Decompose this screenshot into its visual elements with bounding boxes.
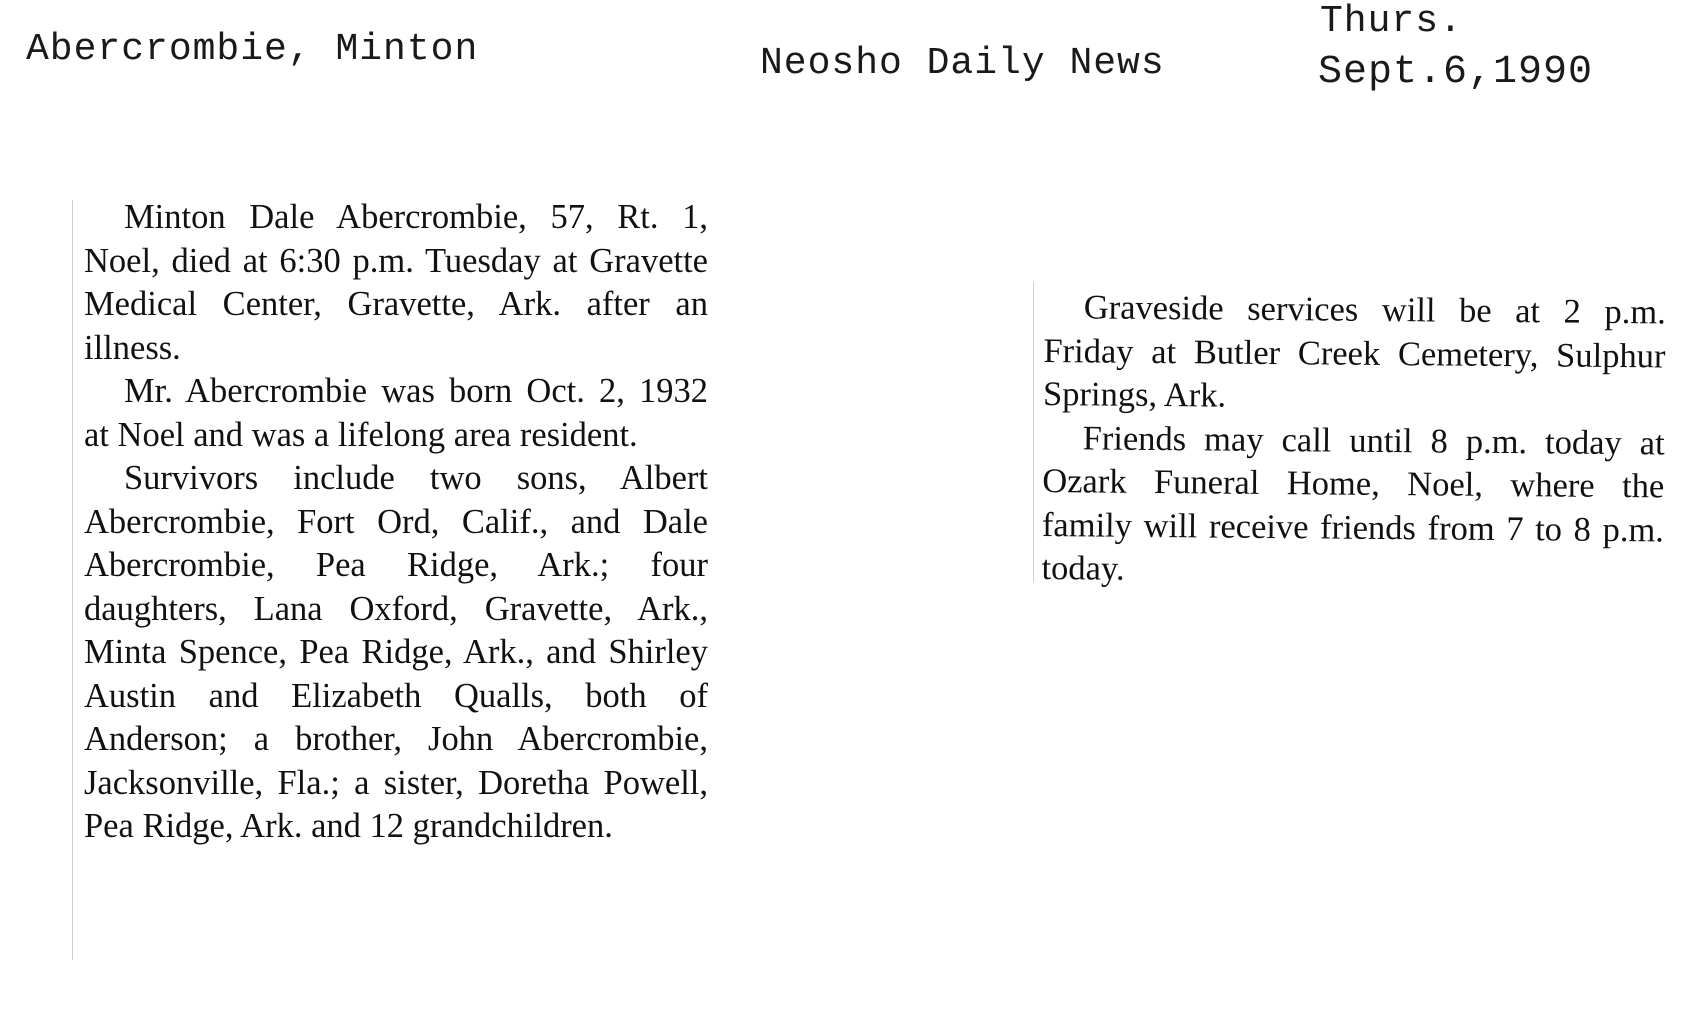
column-edge-left <box>72 200 73 960</box>
header-date: Sept.6,1990 <box>1318 50 1594 95</box>
header-subject-name: Abercrombie, Minton <box>26 28 479 71</box>
header-newspaper-name: Neosho Daily News <box>760 42 1165 85</box>
obituary-paragraph-visitation: Friends may call until 8 p.m. today at Ozark Funeral Home, Noel, where the family will receive friends from 7 to 8 p.m. today. <box>1041 418 1665 588</box>
obituary-paragraph-birth: Mr. Abercrombie was born Oct. 2, 1932 at Noel and was a lifelong area resident. <box>84 372 708 454</box>
obituary-paragraph-death: Minton Dale Abercrombie, 57, Rt. 1, Noel, died at 6:30 p.m. Tuesday at Gravette Medical Center, Gravette, Ark. after an illness. <box>84 198 708 367</box>
obituary-column-right <box>1041 286 1666 596</box>
obituary-column-left <box>84 196 708 849</box>
header-weekday: Thurs. <box>1320 0 1463 43</box>
column-edge-right <box>1033 282 1034 582</box>
obituary-paragraph-survivors: Survivors include two sons, Albert Abercrombie, Fort Ord, Calif., and Dale Abercrombie, Pea Ridge, Ark.; four daughters, Lana Oxford, Gravette, Ark., Minta Spence, Pea Ridge, Ark., and Shirley Austin and Elizabeth Qualls, both of Anderson; a brother, John Abercrombie, Jacksonville, Fla.; a sister, Doretha Powell, Pea Ridge, Ark. and 12 grandchildren. <box>84 459 708 845</box>
obituary-paragraph-services: Graveside services will be at 2 p.m. Friday at Butler Creek Cemetery, Sulphur Springs, Ark. <box>1042 288 1666 415</box>
